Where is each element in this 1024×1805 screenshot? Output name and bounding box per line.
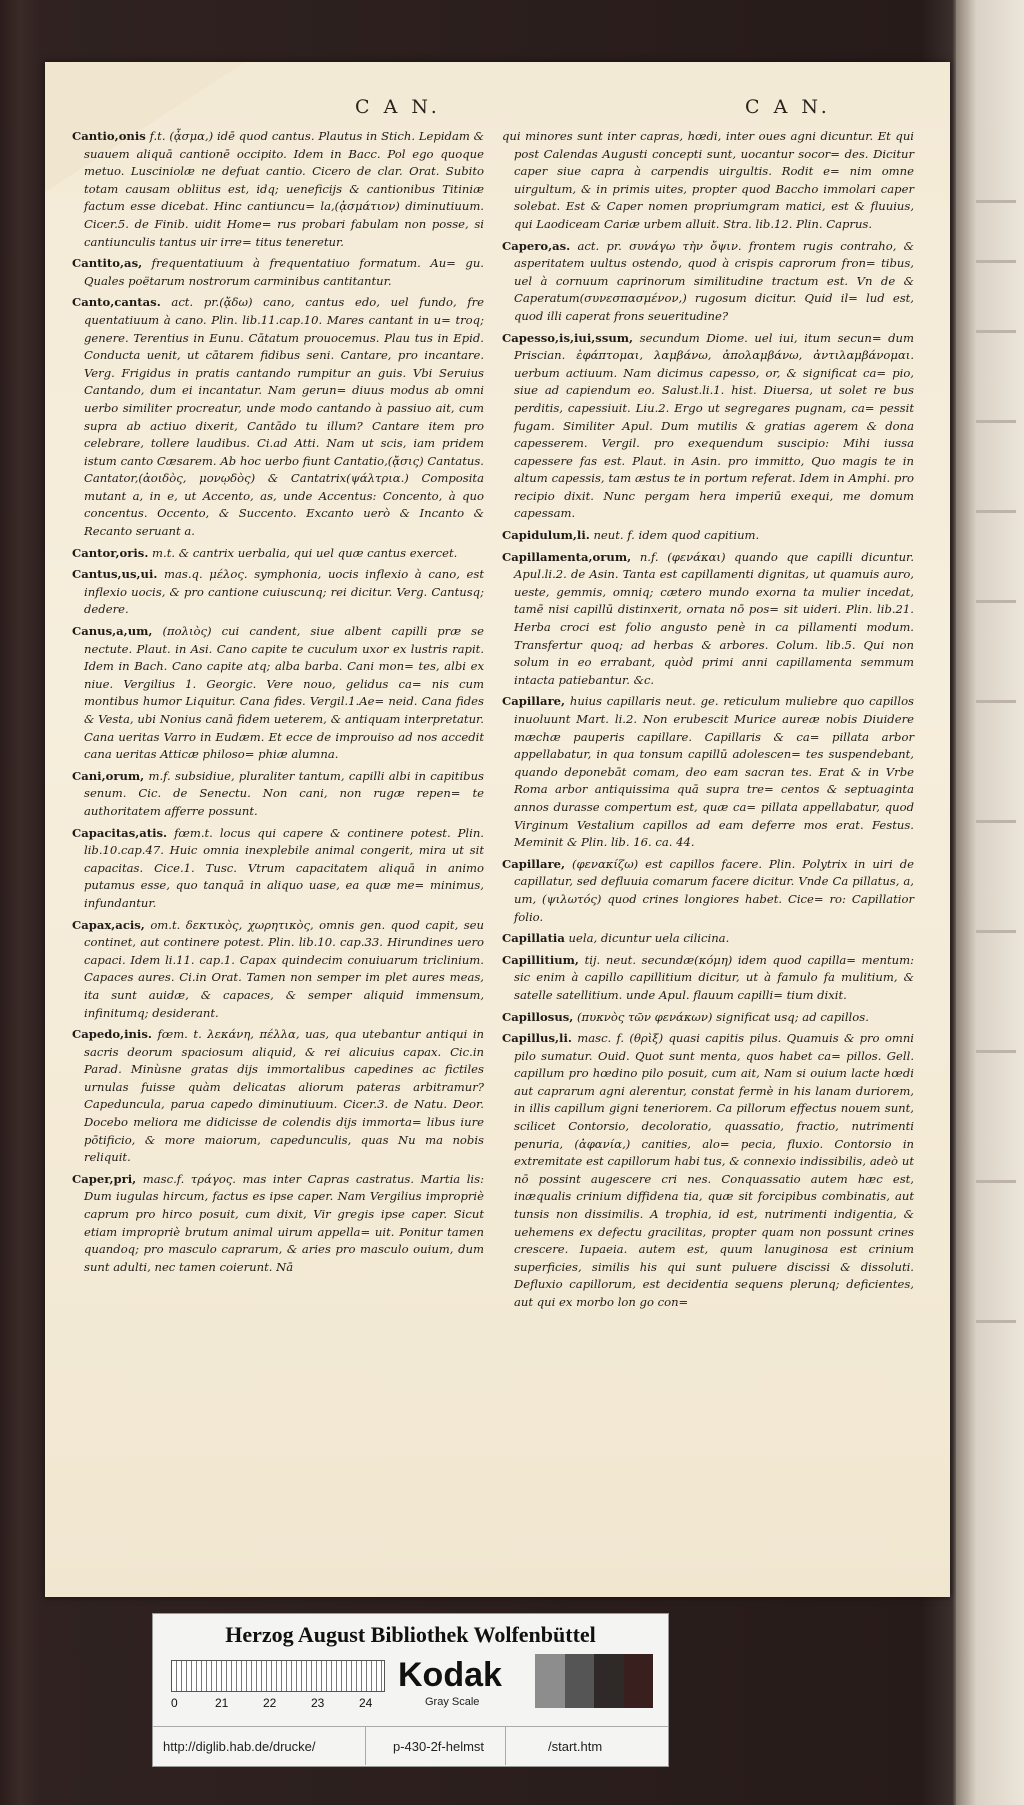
- dictionary-entry: [72, 917, 484, 1023]
- entry-text: n.f. (φενάκαι) quando que capilli dicuntur. Apul.li.2. de Asin. Tanta est capillamenti dignitas, ut quamuis auro, ueste, gemmis, omniq; cætero mundo exorna ta mulier incedat, tamē nisi capillū distinxerit, ornata nō pos= sit uideri. Plin. lib.21. Herba croci est folio angusto penè in ca pillamenti modum. Transfertur quoq; ad herbas & arbores. Colum. lib.5. Qui non solum in eo errabant, quòd primi anni capillamenta semmum intacta patiebantur. &c.: [514, 549, 914, 687]
- entry-text: act. pr. συνάγω τὴν ὄψιν. frontem rugis contraho, & asperitatem uultus ostendo, quod à crispis caprorum fron= tibus, uel à cornuum caprinorum similitudine tractum est. Vn de & Caperatum(συνεσπασμένον,) rugosum dicitur. Quid il= lud est, quod illi caperat frons seueritudine?: [514, 238, 914, 323]
- scale-number: 21: [215, 1696, 229, 1710]
- dictionary-entry: [502, 1009, 914, 1027]
- dictionary-entry: [72, 825, 484, 913]
- kodak-target: [152, 1613, 669, 1767]
- dictionary-entry: [72, 128, 484, 251]
- dictionary-entry: [502, 527, 914, 545]
- dictionary-entry: [502, 856, 914, 926]
- url-bar: [153, 1726, 668, 1765]
- entry-text: frequentatiuum à frequentatiuo formatum. Au= gu. Quales poëtarum nostrorum carminibus cantitantur.: [84, 256, 484, 288]
- running-head-right: C A N.: [745, 96, 831, 118]
- entry-text: masc.f. τράγος. mas inter Capras castratus. Martia lis: Dum iugulas hircum, factus es ipse caper. Nam Vergilius impropriè caprum pro hirco posuit, cum dixit, Vir gregis ipse caper. Sicut etiam impropriè brutum animal uirum appella= uit. Ponitur tamen quandoq; pro masculo caprarum, & aries pro masculo ouium, dum sunt adulti, nec tamen coierunt. Nā: [84, 1171, 484, 1274]
- scale-number: 22: [263, 1696, 277, 1710]
- entry-headword: Capillitium,: [502, 952, 579, 967]
- scale-number: 24: [359, 1696, 373, 1710]
- running-head-left: C A N.: [355, 96, 441, 118]
- entry-text: (πολιὸς) cui candent, siue albent capilli præ se nectute. Plaut. in Asi. Cano capite te cuculum uxor ex lustris rapit. Idem in Bach. Cano capite atq; alba barba. Cani mon= tes, albi ex niue. Vergilius 1. Georgic. Vere nouo, gelidus ca= nis cum montibus humor Liquitur. Cana fides. Vergil.1.Ae= neid. Cana fides & Vesta, ubi Nonius canā fidem ueterem, & antiquam interpretatur. Cana ueritas Varro in Eudæm. Et ecce de improuiso ad nos accedit cana ueritas Atticæ philoso= phiæ alumna.: [84, 624, 484, 762]
- entry-text: fœm.t. locus qui capere & continere potest. Plin. lib.10.cap.47. Huic omnia inexplebile animal congerit, mira ut sit capacitas. Cice.1. Tusc. Vtrum capacitatem aliquā in animo putamus esse, quo tanquā in aliquo uase, ea quæ me= minimus, infundantur.: [84, 825, 484, 910]
- scale-number: 23: [311, 1696, 325, 1710]
- entry-text: om.t. δεκτικὸς, χωρητικὸς, omnis gen. quod capit, seu continet, aut continere potest. Plin. lib.10. cap.33. Hirundines uero capaci. Idem li.11. cap.1. Capax quindecim conuiuarum triclinium. Capaces aures. Ci.in Orat. Tamen non semper im plet aures meas, ita sunt auidæ, & capaces, & semper aliquid immensum, infinitumq; desiderant.: [84, 917, 484, 1020]
- entry-text: fœm. t. λεκάνη, πέλλα, uas, qua utebantur antiqui in sacris deorum spaciosum aliquid, & rei alicuius capax. Cic.in Parad. Minùsne gratas dijs immortalibus capedines ac fictiles urnulas fuisse quàm delicatas aliorum pateras arbitramur? Capeduncula, parua capedo diminutiuum. Cicer.3. de Natu. Deor. Docebo meliora me didicisse de colendis dijs immorta= libus iure pōtificio, & more maiorum, capedunculis, quas Nu ma nobis reliquit.: [84, 1027, 484, 1165]
- entry-headword: Capillare,: [502, 856, 566, 871]
- adjacent-page-edge: [956, 0, 1024, 1805]
- entry-headword: Capillare,: [502, 694, 566, 709]
- entry-text: huius capillaris neut. ge. reticulum muliebre quo capillos inuoluunt Mart. li.2. Non erubescit Murice aureæ nobis Diuidere mæchæ pauperis capillare. Capillaris & ca= pillata arbor appellabatur, in qua tonsum capillū adolescen= tes suspendebant, quando deponebāt comam, deo eam sacran tes. Erat & in Vrbe Roma arbor antiquissima quā supra tre= centos & septuaginta annos durasse compertum est, quæ ca= pillata appellabatur, quod Virginum Vestalium capillos ad eam deferre mos erat. Festus. Meminit & Plin. lib. 16. ca. 44.: [514, 694, 914, 850]
- dictionary-entry: [502, 930, 914, 948]
- dictionary-entry: [502, 952, 914, 1005]
- entry-headword: Cantio,onis: [72, 129, 146, 143]
- color-scale-bar: [171, 1660, 385, 1692]
- library-name: Herzog August Bibliothek Wolfenbüttel: [225, 1622, 596, 1647]
- entry-headword: Capillamenta,orum,: [502, 549, 632, 564]
- entry-text: (πυκνὸς τῶν φενάκων) significat usq; ad capillos.: [573, 1009, 869, 1024]
- entry-text: secundum Diome. uel iui, itum secun= dum Priscian. ἐφάπτομαι, λαμβάνω, ἀπολαμβάνω, ἀντιλαμβάνομαι. uerbum actiuum. Nam dicimus capesso, or, & significat ca= pio, siue ad capiendum eo. Salust.li.1. hist. Diuersa, ut solet re bus perditis, capessiuit. Liu.2. Ergo ut segregares pugnam, ca= pessit fugam. Similiter Apul. Dum mutilis & gratias agerem & dona capesserem. Vergil. pro exequendum suscipio: Mihi iussa capessere fas est. Plaut. in Asin. pro immitto, Quo magis te in altum capessis, tam æstus te in portum referat. Idem in Amphi. pro recipio dixit. Nunc pergam hera imperiū exequi, me domum capessam.: [514, 330, 914, 521]
- dictionary-entry: [72, 566, 484, 619]
- entry-text: qui minores sunt inter capras, hœdi, inter oues agni dicuntur. Et qui post Calendas Augusti concepti sunt, uocantur socor= des. Dicitur caper siue capra à carpendis uirgultis. Rodit e= nim omne uirgultum, & in primis uites, propter quod Baccho immolari caper solebat. Est & Caper nomen propriumgram matici, est & fluuius, qui Laodiceam Cariæ urbem alluit. Stra. lib.12. Plin. Caprus.: [502, 129, 914, 231]
- url-left: http://diglib.hab.de/drucke/: [163, 1739, 316, 1754]
- gray-swatch: [565, 1654, 595, 1708]
- scale-number: 0: [171, 1696, 178, 1710]
- entry-headword: Capillosus,: [502, 1009, 574, 1024]
- entry-headword: Capedo,inis.: [72, 1027, 152, 1042]
- dictionary-entry: [72, 623, 484, 764]
- entry-headword: Capesso,is,iui,ssum,: [502, 330, 634, 345]
- url-right: /start.htm: [548, 1739, 603, 1754]
- entry-headword: Capillus,li.: [502, 1031, 572, 1046]
- entry-text: masc. f. (θρὶξ) quasi capitis pilus. Quamuis & pro omni pilo sumatur. Ouid. Quot sunt menta, quos habet ca= pillos. Gell. capillum pro hœdino pilo posuit, cum ait, Nam si ouium lacte hœdi aut caprarum agni alerentur, constat fermè in his lanam duriorem, in illis capillum gigni teneriorem. Ca pillorum effectus nouem sunt, scilicet Contorsio, decoloratio, quassatio, fractio, nutrimenti penuria, (ἀφανία,) canities, alo= pecia, fluxio. Contorsio in extremitate est capillorum habi tus, & connexio indissibilis, adeò ut nō possint augescere cri nes. Conquassatio autem hæc est, inæqualis crinium diffidena tia, quæ sit forcipibus combinatis, aut tunsis non dissimilis. A trophia, id est, nutrimenti indigentia, & uehemens ex defectu gracilitas, propter quam non possunt crines crescere. Iupaeia. autem est, quum lanuginosa est crinium superficies, similis his qui sunt puluere discissi & dissoluti. Defluxio capillorum, est decidentia sequens plerunq; deficientes, aut qui ex morbo lon go con=: [514, 1031, 914, 1309]
- entry-headword: Capax,acis,: [72, 917, 145, 932]
- entry-text: neut. f. idem quod capitium.: [589, 528, 760, 543]
- entry-headword: Canto,cantas.: [72, 295, 161, 310]
- dictionary-entry: [502, 238, 914, 326]
- entry-headword: Capidulum,li.: [502, 528, 590, 543]
- entry-headword: Caper,pri,: [72, 1171, 137, 1186]
- dictionary-entry: [502, 1030, 914, 1312]
- entry-text: tij. neut. secundæ(κόμη) idem quod capilla= mentum: sic enim à capillo capillitium dicitur, ut à famulo fa mulitium, & satelle satellitium. unde Apul. flauum capilli= tium dixit.: [514, 952, 914, 1002]
- entry-text: m.f. subsidiue, pluraliter tantum, capilli albi in capitibus senum. Cic. de Senectu. Non cani, non rugæ repen= te authoritatem afferre possunt.: [84, 768, 484, 818]
- dictionary-entry: [72, 255, 484, 290]
- dictionary-entry: [502, 128, 914, 234]
- dictionary-entry: [502, 330, 914, 524]
- entry-text: act. pr.(ᾄδω) cano, cantus edo, uel fundo, fre quentatiuum à cano. Plin. lib.11.cap.10. Mares cantant in u= troq; genere. Terentius in Eunu. Cātatum prouocemus. Plau tus in Epid. Conducta uenit, ut cātarem fidibus seni. Cantare, pro incantare. Verg. Frigidus in pratis cantando rumpitur an guis. Vbi Seruius Cantando, dum ei incantatur. Nam gerun= diuus modus ab omni uerbo similiter procreatur, unde modo cantando à passiuo ait, cum supra ab actiuo dixerit, Cantādo tu illum? Cantare item pro celebrare, tollere laudibus. Ci.ad Atti. Nam ut scis, iam pridem istum canto Cæsarem. Ab hoc uerbo fiunt Cantatio,(ᾄσις) Cantatus. Cantator,(ἀοιδὸς, μονῳδὸς) & Cantatrix(ψάλτρια.) Composita mutant a, in e, ut Accento, as, unde Accentus: Concento, à quo concentus. Occento, & Succento. Excanto uerò & Incanto & Recanto seruant a.: [84, 295, 484, 539]
- entry-text: f.t. (ᾆσμα,) idē quod cantus. Plautus in Stich. Lepidam & suauem aliquā cantionē occipito. Idem in Bacc. Pol ego quoque metuo. Lusciniolæ ne defuat cantio. Cicero de clar. Orat. Subito totam causam obliitus est, idq; ueneficijs & cantionibus Titiniæ factum esse dicebat. Hinc cantiuncu= la,(ᾀσμάτιον) diminutiuum. Cicer.5. de Finib. uidit Home= rus probari fabulam non posse, si cantiunculis tantus uir irre= titus teneretur.: [84, 129, 484, 249]
- gray-swatch: [624, 1654, 654, 1708]
- dictionary-entry: [502, 693, 914, 851]
- entry-text: (φενακίζω) est capillos facere. Plin. Polytrix in uiri de capillatur, sed defluuia comarum facere dicitur. Vnde Ca pillatus, a, um, (ψιλωτός) quod crines longiores habet. Cice= ro: Capillatior folio.: [514, 856, 914, 924]
- dictionary-entry: [72, 1026, 484, 1167]
- dictionary-entry: [72, 294, 484, 540]
- gray-swatch: [535, 1654, 565, 1708]
- right-column: [502, 128, 914, 1316]
- entry-text: m.t. & cantrix uerbalia, qui uel quæ cantus exercet.: [148, 545, 458, 560]
- entry-headword: Cantus,us,ui.: [72, 567, 158, 582]
- entry-headword: Capillatia: [502, 931, 565, 946]
- entry-headword: Capero,as.: [502, 238, 571, 253]
- entry-headword: Canus,a,um,: [72, 624, 153, 639]
- kodak-logo: Kodak: [398, 1656, 530, 1694]
- gray-swatches: [535, 1654, 653, 1708]
- left-column: [72, 128, 484, 1280]
- entry-headword: Capacitas,atis.: [72, 825, 168, 840]
- dictionary-entry: [72, 1171, 484, 1277]
- gray-swatch: [594, 1654, 624, 1708]
- entry-text: mas.q. μέλος. symphonia, uocis inflexio à cano, est inflexio uocis, & pro cantione cuiuscunq; rei dicitur. Verg. Cantusq; dedere.: [84, 567, 484, 617]
- dictionary-entry: [502, 549, 914, 690]
- url-mid: p-430-2f-helmst: [393, 1739, 485, 1754]
- entry-text: uela, dicuntur uela cilicina.: [564, 931, 730, 946]
- dictionary-entry: [72, 768, 484, 821]
- entry-headword: Cani,orum,: [72, 768, 145, 783]
- entry-headword: Cantor,oris.: [72, 545, 149, 560]
- gray-scale-label: Gray Scale: [425, 1696, 480, 1708]
- entry-headword: Cantito,as,: [72, 256, 143, 271]
- dictionary-entry: [72, 545, 484, 563]
